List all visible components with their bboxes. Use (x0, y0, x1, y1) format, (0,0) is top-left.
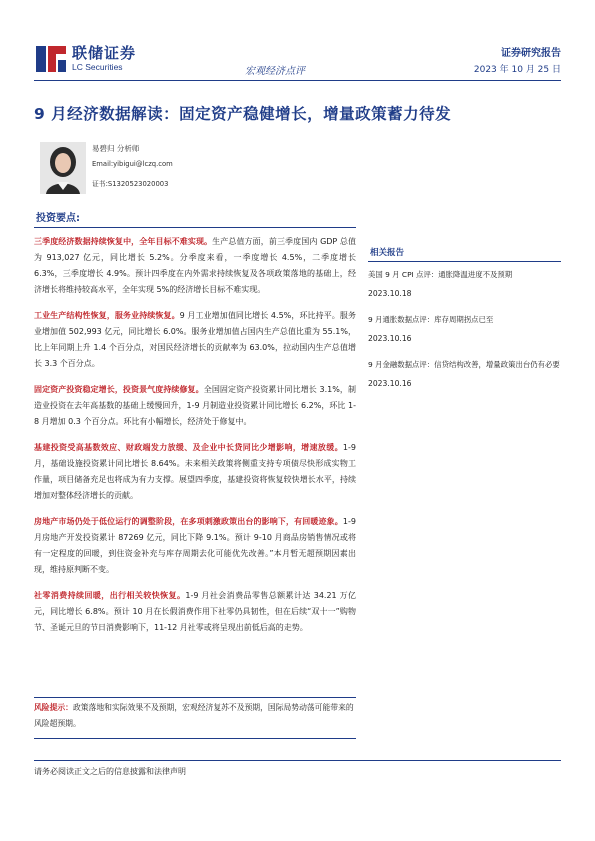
highlight-lead: 房地产市场仍处于低位运行的调整阶段，在多项刺激政策出台的影响下，有回暖迹象。 (34, 517, 343, 526)
related-report-link[interactable]: 9 月通胀数据点评：库存周期拐点已至 (368, 315, 494, 324)
analyst-certificate: 证书:S1320523020003 (92, 180, 169, 188)
highlight-lead: 工业生产结构性恢复，服务业持续恢复。 (34, 311, 180, 320)
highlight-body: 1-9 月，基础设施投资累计同比增长 8.64%。未来相关政策将侧重支持专项债尽快形成实物工作量，项目储备充足也将成为有力支撑。展望四季度，基建投资将恢复较快增长水平，持续增加对整体经济增长的贡献。 (34, 443, 356, 500)
highlight-body: 生产总值方面，前三季度国内 GDP 总值为 913,027 亿元，同比增长 5.2%。分季度来看，一季度增长 4.5%，二季度增长 6.3%，三季度增长 4.9%。预计四季度在内外需求持续恢复及各项政策落地的基础上，经济增长将维持较高水平，全年实现 5%的经济增长目标不难实现。 (34, 237, 356, 294)
legal-disclaimer: 请务必阅读正文之后的信息披露和法律声明 (34, 767, 186, 776)
highlight-paragraph (34, 440, 356, 504)
related-report-date: 2023.10.18 (368, 289, 412, 298)
highlight-paragraph (34, 382, 356, 430)
report-date: 2023 年 10 月 25 日 (473, 65, 561, 75)
report-title: 9 月经济数据解读：固定资产稳健增长，增量政策蓄力待发 (34, 105, 452, 123)
highlight-body: 1-9 月房地产开发投资累计 87269 亿元，同比下降 9.1%。预计 9-10 月商品房销售情况或将有一定程度的回暖，到住资金补充与库存周期去化可能优先改善。”本月暂无超预期因素出现，维持原判断不变。 (34, 517, 356, 574)
investment-highlights (34, 205, 356, 646)
footer-divider (34, 760, 561, 761)
report-category: 宏观经济点评 (245, 66, 305, 77)
analyst-avatar (40, 142, 86, 194)
highlight-paragraph (34, 308, 356, 372)
highlight-lead: 社零消费持续回暖，出行相关较快恢复。 (34, 591, 186, 600)
risk-warning-box (34, 697, 356, 739)
highlight-lead: 固定资产投资稳定增长，投资景气度持续修复。 (34, 385, 204, 394)
related-heading: 相关报告 (368, 242, 561, 262)
highlight-body: 1-9 月社会消费品零售总额累计达 34.21 万亿元，同比增长 6.8%。预计 10 月在长假消费作用下社零仍具韧性，但在后续“双十一”购物节、圣诞元旦的节日消费影响下，11-12 月社零或将呈现出前低后高的走势。 (34, 591, 356, 632)
report-type: 证券研究报告 (501, 48, 561, 59)
related-reports (368, 242, 561, 397)
related-report-date: 2023.10.16 (368, 379, 412, 388)
header-divider (34, 80, 561, 81)
risk-warning (34, 698, 356, 732)
lc-logo-icon (34, 42, 68, 76)
related-report-date: 2023.10.16 (368, 334, 412, 343)
highlight-body: 全国固定资产投资累计同比增长 3.1%，制造业投资在去年高基数的基础上缓慢回升，1-9 月制造业投资累计同比增长 6.2%，环比 1-8 月增加 0.3 个百分点。环比有小幅增长，经济处于修复中。 (34, 385, 356, 426)
brand-name-en: LC Securities (72, 62, 123, 72)
section-heading: 投资要点: (34, 205, 356, 228)
risk-lead: 风险提示： (34, 703, 73, 712)
related-report-link[interactable]: 9 月金融数据点评：信贷结构改善，增量政策出台仍有必要 (368, 360, 560, 369)
brand-name-cn: 联储证券 (72, 44, 137, 62)
highlight-body: 9 月工业增加值同比增长 4.5%，环比持平。服务业增加值 502,993 亿元，同比增长 6.0%。服务业增加值占国内生产总值比重为 55.1%，比上年同期上升 1.4 个百分点，对国民经济增长的贡献率为 63.0%，拉动国内生产总值增长 3.3 个百分点。 (34, 311, 356, 368)
highlight-paragraph (34, 514, 356, 578)
highlight-lead: 三季度经济数据持续恢复中，全年目标不难实现。 (34, 237, 213, 246)
analyst-name: 易碧归 分析师 (92, 144, 140, 153)
related-report-link[interactable]: 美国 9 月 CPI 点评：通胀降温进度不及预期 (368, 270, 513, 279)
risk-body: 政策落地和实际效果不及预期，宏观经济复苏不及预期，国际局势动荡可能带来的风险超预期。 (34, 703, 354, 728)
highlight-lead: 基建投资受高基数效应、财政端发力放缓、及企业中长贷同比少增影响，增速放缓。 (34, 443, 343, 452)
analyst-email: Email:yibigui@lczq.com (92, 160, 173, 168)
highlight-paragraph (34, 588, 356, 636)
highlight-paragraph (34, 234, 356, 298)
